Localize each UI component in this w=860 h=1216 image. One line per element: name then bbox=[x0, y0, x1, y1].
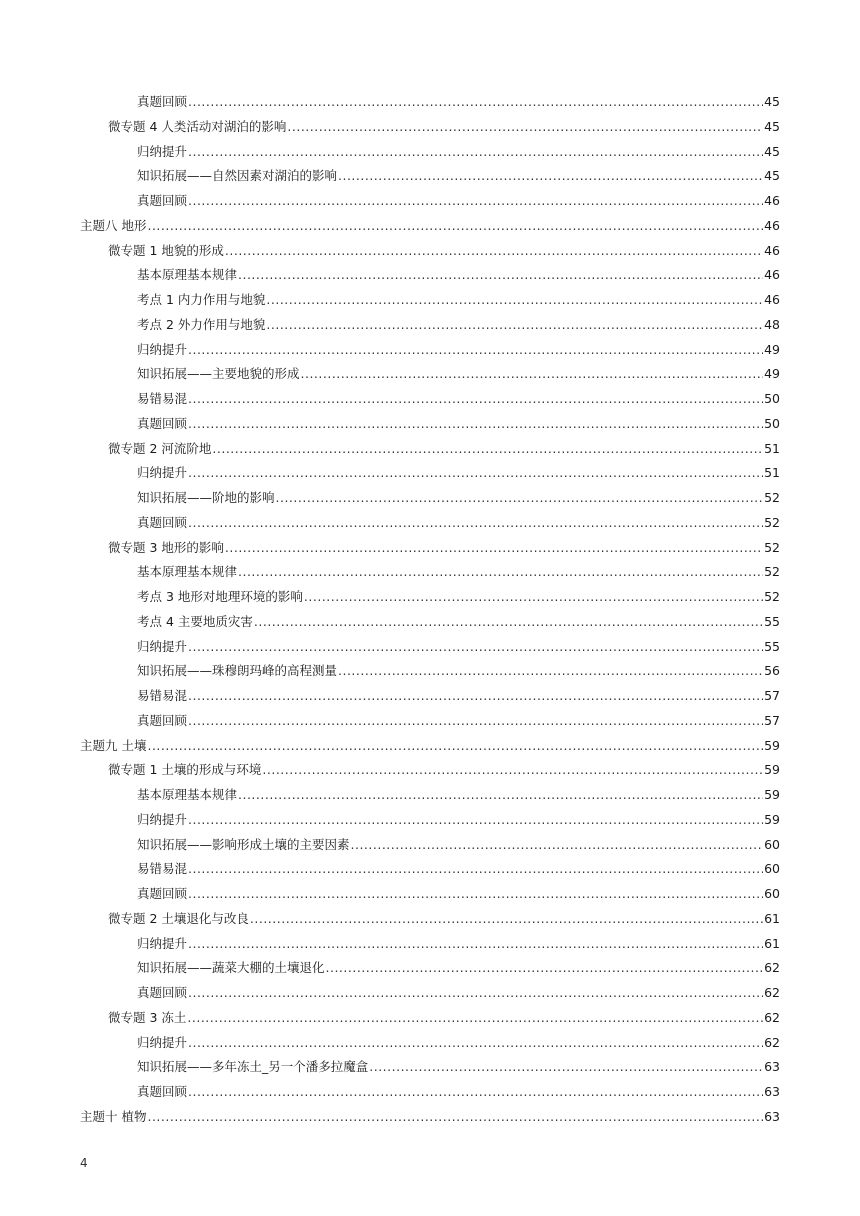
toc-leader-dots bbox=[188, 387, 763, 412]
toc-entry-page: 52 bbox=[764, 589, 780, 604]
toc-entry-title: 归纳提升 bbox=[137, 638, 188, 654]
toc-entry-page: 59 bbox=[764, 787, 780, 802]
table-of-contents bbox=[0, 90, 860, 1130]
toc-leader-dots bbox=[212, 437, 763, 462]
toc-entry-page: 63 bbox=[764, 1059, 780, 1075]
toc-entry-page: 62 bbox=[764, 960, 780, 976]
toc-entry-title: 微专题 1 土壤的形成与环境 bbox=[108, 762, 262, 778]
toc-entry[interactable] bbox=[0, 808, 860, 833]
toc-leader-dots bbox=[188, 461, 763, 486]
toc-leader-dots bbox=[188, 189, 763, 214]
toc-entry-title: 真题回顾 bbox=[137, 514, 188, 530]
toc-entry[interactable] bbox=[0, 536, 860, 561]
toc-entry-title: 微专题 2 土壤退化与改良 bbox=[108, 910, 249, 926]
toc-leader-dots bbox=[188, 932, 763, 957]
toc-entry-title: 归纳提升 bbox=[137, 811, 188, 827]
toc-entry-page: 52 bbox=[764, 490, 780, 505]
toc-entry[interactable] bbox=[0, 610, 860, 635]
toc-entry-page: 59 bbox=[764, 762, 780, 778]
toc-leader-dots bbox=[276, 486, 764, 511]
toc-leader-dots bbox=[351, 833, 764, 858]
toc-leader-dots bbox=[188, 90, 763, 115]
toc-entry-title: 归纳提升 bbox=[137, 935, 188, 951]
toc-entry-title: 归纳提升 bbox=[137, 1034, 188, 1050]
toc-leader-dots bbox=[188, 635, 763, 660]
toc-leader-dots bbox=[188, 684, 763, 709]
toc-entry-page: 59 bbox=[764, 737, 780, 753]
toc-leader-dots bbox=[238, 783, 763, 808]
toc-leader-dots bbox=[304, 585, 763, 610]
toc-entry-title: 微专题 1 地貌的形成 bbox=[108, 242, 224, 258]
toc-entry-title: 知识拓展——自然因素对湖泊的影响 bbox=[137, 168, 338, 184]
toc-entry-title: 归纳提升 bbox=[137, 341, 188, 357]
toc-entry[interactable] bbox=[0, 288, 860, 313]
toc-leader-dots bbox=[188, 709, 763, 734]
toc-entry[interactable] bbox=[0, 1105, 860, 1130]
toc-leader-dots bbox=[326, 956, 764, 981]
toc-entry-title: 易错易混 bbox=[137, 391, 188, 406]
toc-entry-title: 归纳提升 bbox=[137, 465, 188, 481]
toc-entry-title: 基本原理基本规律 bbox=[137, 267, 238, 283]
toc-entry-title: 真题回顾 bbox=[137, 94, 188, 109]
toc-entry-page: 61 bbox=[764, 910, 780, 926]
toc-entry[interactable] bbox=[0, 115, 860, 140]
toc-leader-dots bbox=[188, 338, 763, 363]
toc-leader-dots bbox=[187, 1006, 763, 1031]
toc-leader-dots bbox=[188, 882, 763, 907]
toc-leader-dots bbox=[188, 511, 763, 536]
toc-leader-dots bbox=[188, 857, 763, 882]
toc-entry-title: 知识拓展——珠穆朗玛峰的高程测量 bbox=[137, 663, 338, 679]
toc-entry-page: 49 bbox=[764, 341, 780, 357]
toc-leader-dots bbox=[238, 560, 763, 585]
toc-entry-page: 60 bbox=[764, 861, 780, 877]
toc-leader-dots bbox=[266, 313, 763, 338]
toc-leader-dots bbox=[147, 734, 763, 759]
toc-entry-page: 46 bbox=[764, 267, 780, 283]
toc-entry[interactable] bbox=[0, 981, 860, 1006]
toc-leader-dots bbox=[369, 1055, 763, 1080]
toc-leader-dots bbox=[338, 659, 763, 684]
toc-entry[interactable] bbox=[0, 758, 860, 783]
toc-entry-page: 49 bbox=[764, 366, 780, 382]
toc-leader-dots bbox=[188, 412, 763, 437]
toc-leader-dots bbox=[238, 263, 763, 288]
toc-leader-dots bbox=[262, 758, 763, 783]
toc-entry[interactable] bbox=[0, 263, 860, 288]
toc-entry[interactable] bbox=[0, 214, 860, 239]
toc-entry[interactable] bbox=[0, 387, 860, 412]
toc-leader-dots bbox=[301, 362, 764, 387]
toc-leader-dots bbox=[250, 907, 763, 932]
toc-entry-title: 真题回顾 bbox=[137, 886, 188, 901]
toc-entry-page: 59 bbox=[764, 811, 780, 827]
toc-entry[interactable] bbox=[0, 313, 860, 338]
toc-leader-dots bbox=[188, 1080, 763, 1105]
toc-entry[interactable] bbox=[0, 1031, 860, 1056]
toc-entry[interactable] bbox=[0, 833, 860, 858]
toc-entry-page: 52 bbox=[764, 514, 780, 530]
toc-entry[interactable] bbox=[0, 907, 860, 932]
toc-entry-page: 51 bbox=[764, 440, 780, 456]
toc-entry-page: 62 bbox=[764, 1034, 780, 1050]
toc-entry[interactable] bbox=[0, 684, 860, 709]
toc-entry-title: 真题回顾 bbox=[137, 193, 188, 208]
toc-entry-page: 57 bbox=[764, 688, 780, 703]
toc-leader-dots bbox=[147, 214, 763, 239]
toc-entry-title: 考点 1 内力作用与地貌 bbox=[137, 292, 266, 307]
toc-leader-dots bbox=[338, 164, 763, 189]
toc-entry[interactable] bbox=[0, 338, 860, 363]
toc-entry[interactable] bbox=[0, 90, 860, 115]
toc-entry-page: 50 bbox=[764, 391, 780, 406]
toc-entry-page: 55 bbox=[764, 638, 780, 654]
toc-entry-title: 知识拓展——主要地貌的形成 bbox=[137, 366, 300, 382]
toc-leader-dots bbox=[254, 610, 763, 635]
toc-entry[interactable] bbox=[0, 635, 860, 660]
toc-entry[interactable] bbox=[0, 511, 860, 536]
toc-entry-title: 主题九 土壤 bbox=[80, 737, 147, 753]
toc-entry[interactable] bbox=[0, 734, 860, 759]
toc-entry-page: 50 bbox=[764, 415, 780, 431]
toc-entry-page: 45 bbox=[764, 143, 780, 159]
toc-entry-title: 真题回顾 bbox=[137, 985, 188, 1000]
toc-entry[interactable] bbox=[0, 956, 860, 981]
toc-entry-title: 真题回顾 bbox=[137, 712, 188, 728]
toc-leader-dots bbox=[287, 115, 763, 140]
toc-entry-title: 基本原理基本规律 bbox=[137, 787, 238, 802]
toc-entry[interactable] bbox=[0, 412, 860, 437]
toc-entry-page: 62 bbox=[764, 985, 780, 1000]
toc-entry-title: 知识拓展——影响形成土壤的主要因素 bbox=[137, 836, 350, 852]
toc-entry-page: 63 bbox=[764, 1108, 780, 1124]
toc-leader-dots bbox=[266, 288, 763, 313]
toc-entry-page: 51 bbox=[764, 465, 780, 481]
toc-entry-page: 63 bbox=[764, 1084, 780, 1099]
toc-entry-page: 46 bbox=[764, 292, 780, 307]
footer-page-number: 4 bbox=[80, 1156, 88, 1170]
toc-entry-page: 46 bbox=[764, 242, 780, 258]
toc-entry-title: 知识拓展——阶地的影响 bbox=[137, 490, 275, 505]
toc-entry-page: 60 bbox=[764, 836, 780, 852]
toc-entry-page: 61 bbox=[764, 935, 780, 951]
toc-entry-title: 微专题 2 河流阶地 bbox=[108, 440, 212, 456]
toc-entry-page: 55 bbox=[764, 613, 780, 629]
toc-leader-dots bbox=[188, 981, 763, 1006]
toc-entry-page: 46 bbox=[764, 217, 780, 233]
toc-entry[interactable] bbox=[0, 164, 860, 189]
toc-leader-dots bbox=[147, 1105, 763, 1130]
toc-entry[interactable] bbox=[0, 882, 860, 907]
toc-entry-page: 52 bbox=[764, 564, 780, 580]
toc-entry-title: 考点 4 主要地质灾害 bbox=[137, 613, 253, 629]
toc-entry-page: 62 bbox=[764, 1009, 780, 1025]
toc-leader-dots bbox=[188, 140, 763, 165]
toc-entry-title: 主题八 地形 bbox=[80, 217, 147, 233]
toc-entry-title: 易错易混 bbox=[137, 688, 188, 703]
toc-entry[interactable] bbox=[0, 140, 860, 165]
toc-entry[interactable] bbox=[0, 857, 860, 882]
toc-entry-title: 主题十 植物 bbox=[80, 1108, 147, 1124]
toc-entry-title: 知识拓展——蔬菜大棚的土壤退化 bbox=[137, 960, 325, 976]
toc-entry-page: 45 bbox=[764, 94, 780, 109]
toc-entry-page: 60 bbox=[764, 886, 780, 901]
toc-entry-page: 45 bbox=[764, 118, 780, 134]
toc-entry-title: 微专题 4 人类活动对湖泊的影响 bbox=[108, 118, 287, 134]
toc-entry-title: 易错易混 bbox=[137, 861, 188, 877]
toc-entry-page: 52 bbox=[764, 539, 780, 555]
toc-entry-page: 56 bbox=[764, 663, 780, 679]
toc-entry[interactable] bbox=[0, 1055, 860, 1080]
toc-entry-title: 考点 3 地形对地理环境的影响 bbox=[137, 589, 303, 604]
toc-entry-title: 基本原理基本规律 bbox=[137, 564, 238, 580]
toc-entry[interactable] bbox=[0, 461, 860, 486]
toc-leader-dots bbox=[225, 239, 763, 264]
toc-leader-dots bbox=[188, 808, 763, 833]
toc-entry-page: 46 bbox=[764, 193, 780, 208]
toc-entry-title: 真题回顾 bbox=[137, 415, 188, 431]
toc-entry[interactable] bbox=[0, 709, 860, 734]
toc-entry[interactable] bbox=[0, 1006, 860, 1031]
toc-entry-title: 微专题 3 冻土 bbox=[108, 1009, 187, 1025]
toc-entry-title: 归纳提升 bbox=[137, 143, 188, 159]
toc-entry[interactable] bbox=[0, 362, 860, 387]
toc-entry[interactable] bbox=[0, 437, 860, 462]
toc-entry[interactable] bbox=[0, 783, 860, 808]
toc-leader-dots bbox=[188, 1031, 763, 1056]
toc-entry-page: 45 bbox=[764, 168, 780, 184]
toc-entry-page: 48 bbox=[764, 316, 780, 332]
toc-entry-title: 考点 2 外力作用与地貌 bbox=[137, 316, 266, 332]
toc-entry[interactable] bbox=[0, 239, 860, 264]
toc-entry-title: 真题回顾 bbox=[137, 1084, 188, 1099]
toc-entry[interactable] bbox=[0, 189, 860, 214]
toc-entry[interactable] bbox=[0, 585, 860, 610]
toc-entry[interactable] bbox=[0, 1080, 860, 1105]
toc-entry[interactable] bbox=[0, 932, 860, 957]
toc-entry-title: 知识拓展——多年冻土_另一个潘多拉魔盒 bbox=[137, 1059, 369, 1075]
toc-entry-title: 微专题 3 地形的影响 bbox=[108, 539, 224, 555]
toc-entry-page: 57 bbox=[764, 712, 780, 728]
toc-leader-dots bbox=[225, 536, 763, 561]
toc-entry[interactable] bbox=[0, 659, 860, 684]
toc-entry[interactable] bbox=[0, 560, 860, 585]
toc-entry[interactable] bbox=[0, 486, 860, 511]
